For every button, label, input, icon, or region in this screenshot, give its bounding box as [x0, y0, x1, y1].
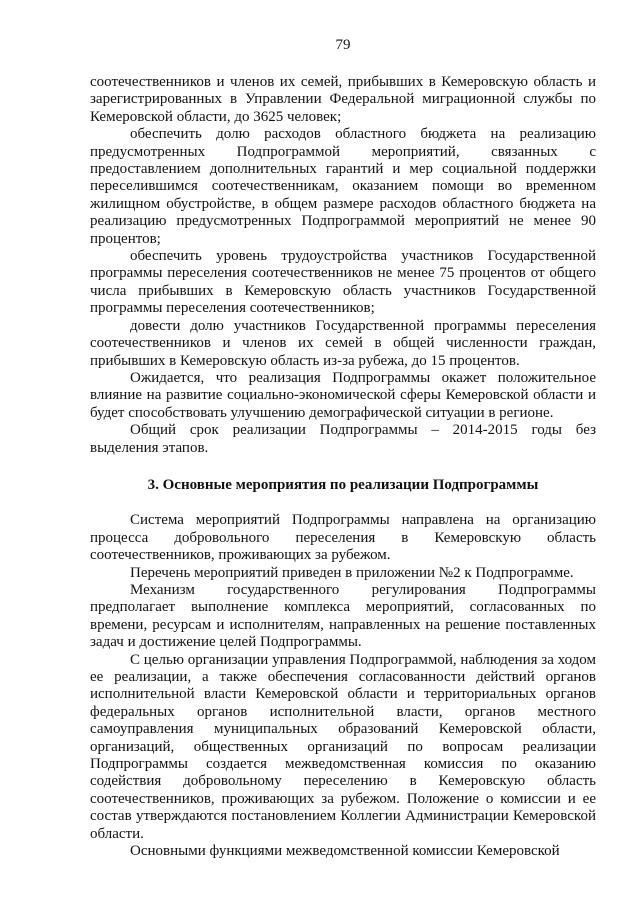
paragraph-commission: С целью организации управления Подпрограммой, наблюдения за ходом ее реализации, а также обеспечения согласованности действий органов исполнительной власти Кемеровской области и территориальных органов федеральных органов исполнительной власти, органов местного самоуправления муниципальных образований Кемеровской области, организаций, общественных организаций по вопросам реализации Подпрограммы создается межведомственная комиссия по оказанию содействия добровольному переселению в Кемеровскую область соотечественников, проживающих за рубежом. Положение о комиссии и ее состав утверждаются постановлением Коллегии Администрации Кемеровской области.	[90, 651, 596, 842]
paragraph-regulation-mechanism: Механизм государственного регулирования Подпрограммы предполагает выполнение комплекса мероприятий, согласованных по времени, ресурсам и исполнителям, направленных на решение поставленных задач и достижение целей Подпрограммы.	[90, 581, 596, 651]
paragraph-commission-functions: Основными функциями межведомственной комиссии Кемеровской	[130, 843, 560, 860]
document-body	[90, 74, 596, 860]
paragraph-budget-share: обеспечить долю расходов областного бюджета на реализацию предусмотренных Подпрограммой мероприятий, связанных с предоставлением дополнительных гарантий и мер социальной поддержки переселившимся соотечественникам, оказанием помощи во временном жилищном обустройстве, в общем размере расходов областного бюджета на реализацию предусмотренных Подпрограммой мероприятий не менее 90 процентов;	[90, 126, 596, 247]
paragraph-expected-impact: Ожидается, что реализация Подпрограммы окажет положительное влияние на развитие социально-экономической сферы Кемеровской области и будет способствовать улучшению демографической ситуации в регионе.	[90, 369, 596, 421]
paragraph-continuation: соотечественников и членов их семей, прибывших в Кемеровскую область и зарегистрированных в Управлении Федеральной миграционной службы по Кемеровской области, до 3625 человек;	[90, 74, 596, 125]
page-number: 79	[335, 37, 351, 53]
paragraph-implementation-period: Общий срок реализации Подпрограммы – 2014-2015 годы без выделения этапов.	[90, 422, 596, 456]
paragraph-participant-share: довести долю участников Государственной программы переселения соотечественников и членов их семей в общей численности граждан, прибывших в Кемеровскую область из-за рубежа, до 15 процентов.	[90, 317, 596, 369]
paragraph-employment-level: обеспечить уровень трудоустройства участников Государственной программы переселения соотечественников не менее 75 процентов от общего числа прибывших в Кемеровскую область участников Государственной программы переселения соотечественников;	[90, 248, 596, 317]
paragraph-measures-system: Система мероприятий Подпрограммы направлена на организацию процесса добровольного переселения в Кемеровскую область соотечественников, проживающих за рубежом.	[90, 512, 596, 564]
paragraph-measures-list: Перечень мероприятий приведен в приложении №2 к Подпрограмме.	[130, 564, 574, 581]
section-heading: 3. Основные мероприятия по реализации Подпрограммы	[147, 476, 539, 493]
